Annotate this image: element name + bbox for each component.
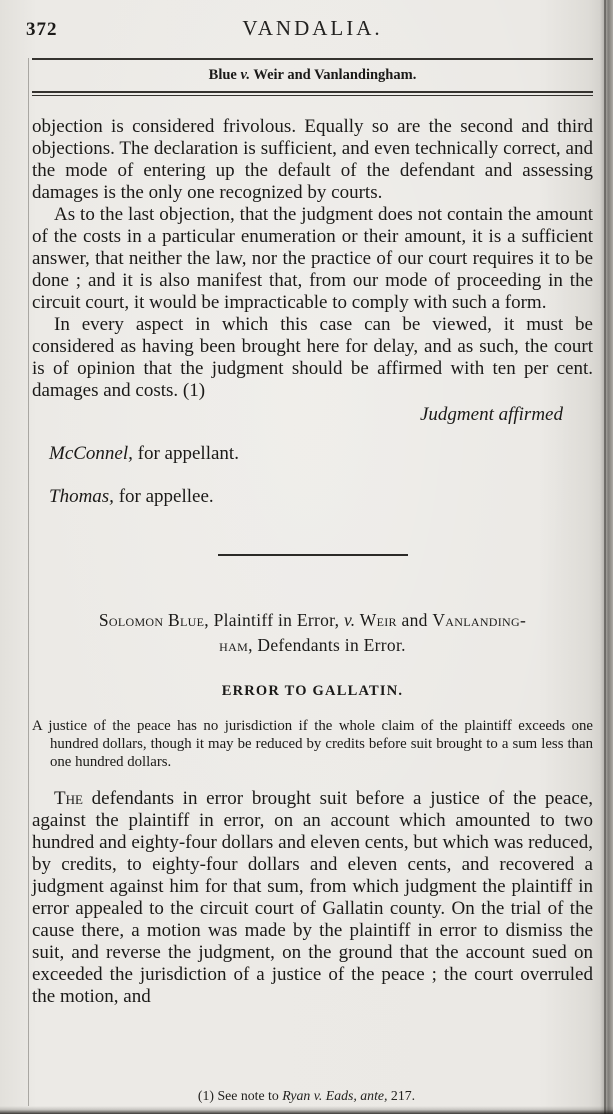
defendant-role: , Defendants in Error. [248,635,406,655]
versus-abbrev: v. [343,610,356,630]
counsel-appellee-name: Thomas, [49,486,114,507]
page-title: VANDALIA. [242,16,383,40]
statement-of-facts-paragraph [32,788,593,1008]
opinion-paragraph: In every aspect in which this case can be viewed, it must be considered as having been brought here for delay, and as such, the court is of opinion that the judgment should be affirmed with ten per cent. damages and costs. (1) [32,314,593,401]
defendant-name-2-part2: ham [219,635,249,655]
counsel-appellee-role: for appellee. [113,486,214,507]
footnote-case-citation: Ryan v. Eads, [282,1088,357,1103]
running-head-versus: v. [240,67,251,83]
page-number: 372 [26,19,58,40]
syllabus: A justice of the peace has no jurisdiction if the whole claim of the plaintiff exceeds one hundred dollars, though it may be reduced by credits before suit brought to a sum less than one hundred dollars. [32,718,593,770]
case-title [32,608,593,658]
defendant-name-1: Weir [355,610,397,630]
scan-left-margin-line [28,58,29,1106]
footnote-marker-text: (1) See note to [197,1088,283,1103]
footnote-ante: ante, [360,1088,388,1103]
conjunction: and [396,610,433,630]
defendant-name-2-part1: Vanlanding- [432,610,527,630]
scan-right-edge-line [604,0,606,1114]
opinion-paragraph: As to the last objection, that the judgment does not contain the amount of the costs in a particular enumeration or their amount, it is a sufficient answer, that neither the law, nor the practice of our court requires it to be done ; and it is also manifest that, from our mode of proceeding in the circuit court, it would be impracticable to comply with such a form. [32,204,593,313]
scan-right-edge-shadow [600,0,613,1114]
error-to-county-line: ERROR TO GALLATIN. [221,683,404,699]
case-title-line2 [32,633,593,658]
footnote-page-ref: 217. [387,1088,416,1103]
running-head [32,67,593,84]
counsel-appellant-line [49,443,593,465]
divider-double-rule [32,91,593,96]
divider-top-rule [32,58,593,60]
counsel-appellee-line [49,486,593,508]
case-separator-rule [218,554,408,556]
judgment-line: Judgment affirmed [419,404,563,425]
running-head-post: Weir and Vanlandingham. [250,67,417,83]
footnote [0,1088,613,1104]
page-content [26,0,593,1008]
counsel-appellant-role: for appellant. [132,443,239,464]
paragraph-body-text: defendants in error brought suit before a justice of the peace, against the plaintiff in error, on an account which amounted to two hundred and eighty-four dollars and eleven cents, but which was reduced, by credits, to eighty-four dollars and eleven cents, and recovered a judgment against him for that sum, from which judgment the plaintiff in error appealed to the circuit court of Gallatin county. On the trial of the cause there, a motion was made by the plaintiff in error to dismiss the suit, and reverse the judgment, on the ground that the account sued on exceeded the jurisdiction of a justice of the peace ; the court overruled the motion, and [32,788,593,1007]
paragraph-lead-word: The [54,788,83,809]
scan-bottom-edge-shadow [0,1106,613,1114]
running-head-pre: Blue [208,67,241,83]
plaintiff-role: , Plaintiff in Error, [204,610,344,630]
opinion-paragraph-continuation: objection is considered frivolous. Equally so are the second and third objections. The declaration is sufficient, and even technically correct, and the mode of entering up the default of the defendant and assessing damages is the only one recognized by courts. [32,116,593,203]
case-title-line1 [32,608,593,633]
page-header [26,16,593,48]
plaintiff-name: Solomon Blue [98,610,205,630]
counsel-appellant-name: McConnel, [49,443,133,464]
